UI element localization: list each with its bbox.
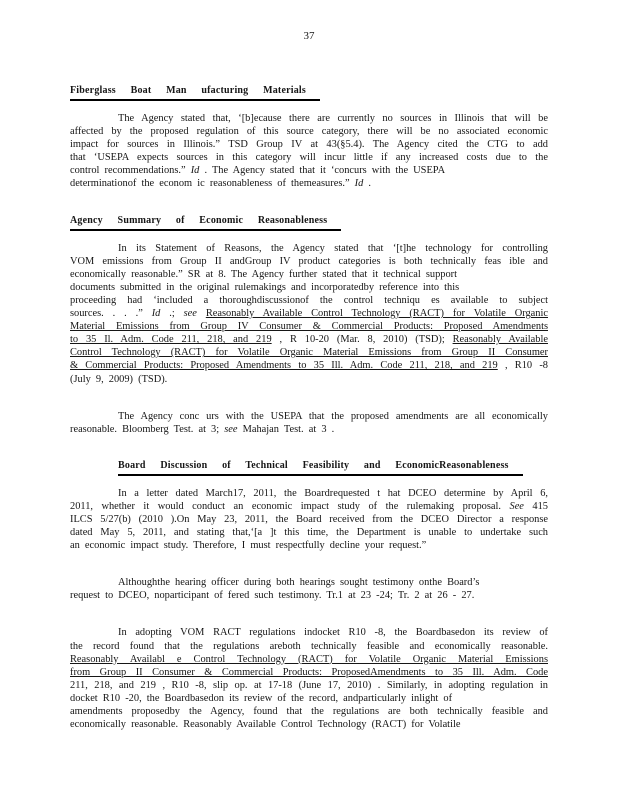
text-segment: , R 10-20 (Mar. 8, 2010) (TSD); <box>271 334 453 346</box>
text-line <box>70 423 548 436</box>
text-line <box>70 539 548 552</box>
text-segment: In its Statement of Reasons, the Agency stated that ‘[t]he technology for controlling <box>118 242 548 254</box>
paragraph <box>70 626 548 731</box>
text-line <box>70 346 548 359</box>
text-segment: ILCS 5/27(b) (2010 ).On May 23, 2011, the Board received from the DCEO Director a response <box>70 513 548 525</box>
text-line <box>70 125 548 138</box>
text-segment: In adopting VOM RACT regulations indocket R10 -8, the Boardbasedon its review of <box>118 627 548 639</box>
text-segment: affected by the proposed regulation of this source category, there will be no associated economic <box>70 126 548 138</box>
text-segment: economically reasonable. Reasonably Available Control Technology (RACT) for Volatile <box>70 719 461 731</box>
text-segment: , R10 -8 <box>497 360 548 372</box>
underlined-citation: Reasonably Availabl e Control Technology (RACT) for Volatile Organic Material Emissions <box>70 653 548 665</box>
text-segment <box>197 308 206 319</box>
text-line <box>70 281 548 294</box>
italic-citation: See <box>509 500 524 512</box>
paragraph <box>70 242 548 386</box>
underlined-citation: Material Emissions from Group IV Consumer & Commercial Products: Proposed Amendments <box>70 321 548 333</box>
text-line <box>70 653 548 666</box>
underlined-citation: Control Technology (RACT) for Volatile Organic Material Emissions from Group II Consumer <box>70 347 548 359</box>
text-segment: amendments proposedby the Agency, found that the regulations are both technically feasible and <box>70 706 548 717</box>
text-line <box>70 718 548 731</box>
text-line <box>70 410 548 423</box>
text-line <box>70 692 548 705</box>
text-segment: reasonable. Bloomberg Test. at 3; <box>70 423 225 435</box>
text-segment: In a letter dated March17, 2011, the Boardrequested t hat DCEO determine by April 6, <box>118 487 548 499</box>
paragraph <box>70 410 548 436</box>
page-number: 37 <box>303 30 315 42</box>
italic-citation: Id <box>190 165 200 177</box>
text-segment: .; <box>160 308 184 320</box>
italic-citation: see <box>183 308 197 320</box>
text-segment: economically reasonable.” SR at 8. The Agency further stated that it technical support <box>70 268 458 280</box>
text-line <box>70 320 548 333</box>
text-segment: the record found that the regulations areboth technically feasible and economically reasonable. <box>70 640 548 652</box>
paragraph <box>70 576 548 602</box>
text-line <box>70 626 548 639</box>
italic-citation: Id <box>354 178 364 190</box>
text-segment: The Agency stated that, ‘[b]ecause there are currently no sources in Illinois that will be <box>118 113 548 124</box>
text-segment: documents submitted in the original rulemakings and incorporatedby reference into this <box>70 281 460 293</box>
text-segment: . The Agency stated that it ‘concurs with the USEPA <box>199 165 446 177</box>
section-heading-text: Agency Summary of Economic Reasonableness <box>70 215 341 231</box>
text-line <box>70 294 548 307</box>
text-segment: VOM emissions from Group II andGroup IV product categories is both technically feas ible and <box>70 255 548 267</box>
text-line <box>70 177 548 190</box>
text-line <box>70 705 548 718</box>
text-line <box>70 138 548 151</box>
underlined-citation: & Commercial Products: Proposed Amendments to 35 Ill. Adm. Code 211, 218, and 219 <box>70 360 498 372</box>
text-segment: Mahajan Test. at 3 . <box>237 423 335 435</box>
text-segment: (July 9, 2009) (TSD). <box>70 373 168 385</box>
text-line <box>70 112 548 125</box>
text-line <box>70 242 548 255</box>
text-line <box>70 679 548 692</box>
underlined-citation: to 35 Il. Adm. Code 211, 218, and 219 <box>70 334 272 346</box>
paragraph <box>70 112 548 191</box>
text-line <box>70 500 548 513</box>
text-segment: proceeding had ‘included a thoroughdiscussionof the control techniqu es available to subject <box>70 294 548 306</box>
text-segment: dated May 5, 2011, and stating that,‘[a ]t this time, the Department is unable to undertake such <box>70 527 548 539</box>
text-line <box>70 373 548 386</box>
text-line <box>70 526 548 539</box>
text-line <box>70 576 548 589</box>
paragraph <box>70 487 548 552</box>
text-segment: 2011, whether it would conduct an economic impact study of the rulemaking proposal. <box>70 500 510 512</box>
text-segment: 211, 218, and 219 , R10 -8, slip op. at 17-18 (June 17, 2010) . Similarly, in adopting regulation in <box>70 679 548 691</box>
text-segment: request to DCEO, noparticipant of fered such testimony. Tr.1 at 23 -24; Tr. 2 at 26 - 27. <box>70 590 475 602</box>
text-segment: control recommendations.” <box>70 165 191 177</box>
italic-citation: Id <box>151 308 161 320</box>
text-segment: . <box>363 178 372 190</box>
text-line <box>70 666 548 679</box>
text-segment: The Agency conc urs with the USEPA that the proposed amendments are all economically <box>118 410 548 422</box>
text-segment: docket R10 -20, the Boardbasedon its review of the record, andparticularly inlight of <box>70 692 453 704</box>
section-heading-text: Board Discussion of Technical Feasibility and EconomicReasonableness <box>118 460 523 476</box>
section-heading <box>118 460 548 476</box>
text-segment: 415 <box>523 500 548 512</box>
section-heading <box>70 85 548 101</box>
text-segment: impact for sources in Illinois.” TSD Group IV at 43(§5.4). The Agency cited the CTG to add <box>70 139 548 151</box>
section-heading <box>70 215 548 231</box>
text-line <box>70 487 548 500</box>
text-segment: determinationof the econom ic reasonableness of themeasures.” <box>70 178 355 190</box>
text-segment: sources. . . .” <box>70 308 152 320</box>
text-segment: an economic impact study. Therefore, I must respectfully decline your request.” <box>70 540 427 552</box>
underlined-citation: Reasonably Available <box>452 334 548 346</box>
text-line <box>70 255 548 268</box>
text-line <box>70 333 548 346</box>
text-line <box>70 164 548 177</box>
text-segment: that ‘USEPA expects sources in this category will incur little if any increased costs due to the <box>70 152 548 164</box>
text-line <box>70 513 548 526</box>
underlined-citation: Reasonably Available Control Technology (RACT) for Volatile Organic <box>205 308 548 320</box>
text-line <box>70 268 548 281</box>
text-line <box>70 589 548 602</box>
text-line <box>70 307 548 320</box>
underlined-citation: from Group II Consumer & Commercial Products: ProposedAmendments to 35 Ill. Adm. Code <box>70 666 548 678</box>
text-line <box>70 640 548 653</box>
text-line <box>70 151 548 164</box>
text-segment: Althoughthe hearing officer during both hearings sought testimony onthe Board’s <box>118 577 480 589</box>
document-body <box>70 85 548 731</box>
text-line <box>70 359 548 372</box>
section-heading-text: Fiberglass Boat Man ufacturing Materials <box>70 85 320 101</box>
italic-citation: see <box>224 423 238 435</box>
